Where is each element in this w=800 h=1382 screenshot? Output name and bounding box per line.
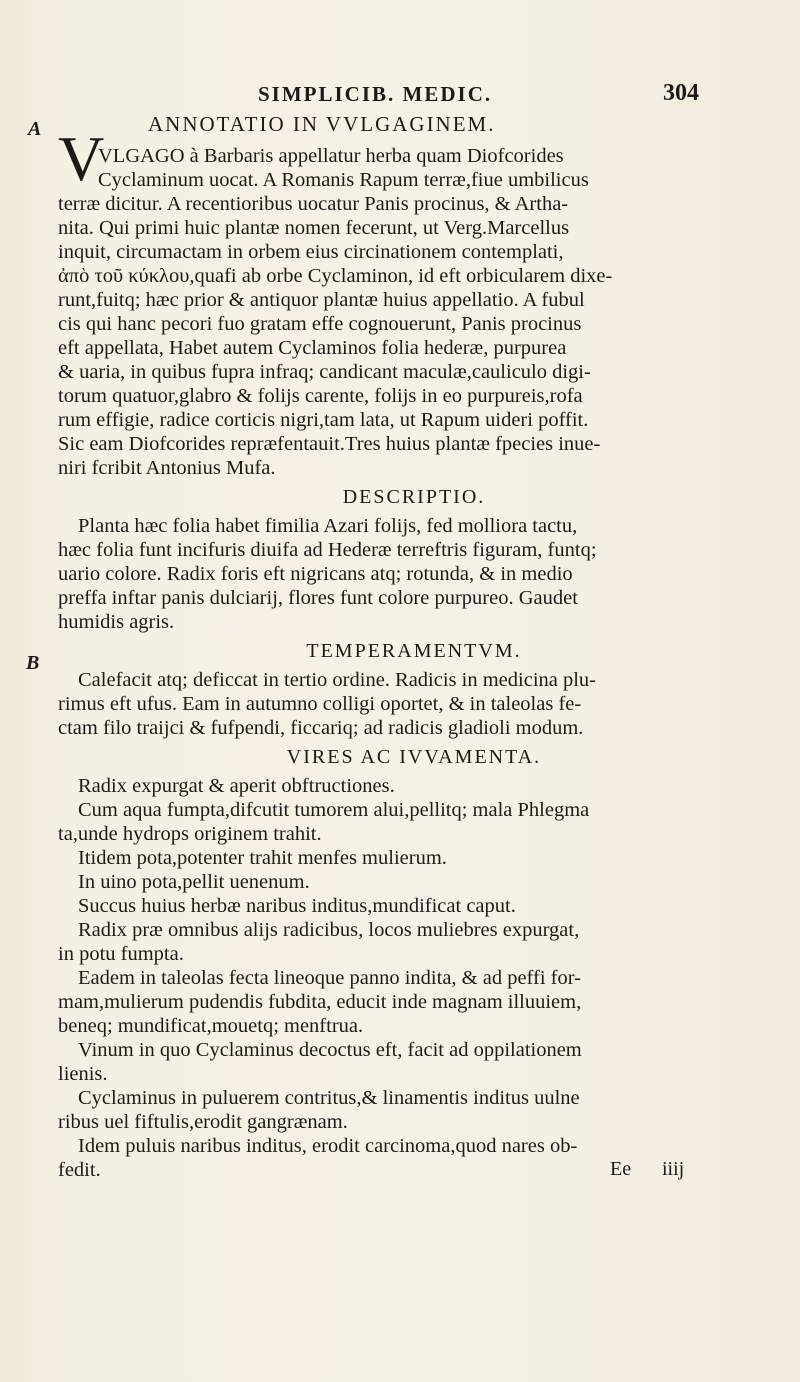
annotatio-line: cis qui hanc pecori fuo gratam effe cognouerunt, Panis procinus (58, 313, 582, 335)
annotatio-line: nita. Qui primi huic plantæ nomen fecerunt, ut Verg.Marcellus (58, 217, 570, 239)
vires-line: Idem puluis naribus inditus, erodit carcinoma,quod nares ob- (78, 1135, 578, 1157)
signature-mark: iiij (662, 1158, 685, 1180)
annotatio-line: & uaria, in quibus fupra infraq; candicant maculæ,cauliculo digi- (58, 361, 591, 383)
annotatio-line: terræ dicitur. A recentioribus uocatur Panis procinus, & Artha- (58, 193, 569, 215)
temperamentum-line: ctam filo traijci & fufpendi, ficcariq; ad radicis gladioli modum. (58, 717, 584, 739)
annotatio-line: ἀπὸ τοῦ κύκλου,quafi ab orbe Cyclaminon, id eft orbicularem dixe- (58, 265, 613, 287)
vires-heading: VIRES AC IVVAMENTA. (286, 746, 542, 768)
catchword: Ee (610, 1158, 632, 1180)
descriptio-heading: DESCRIPTIO. (342, 486, 486, 508)
annotatio-line: rum effigie, radice corticis nigri,tam lata, ut Rapum uideri poffit. (58, 409, 589, 431)
vires-line: Cum aqua fumpta,difcutit tumorem alui,pellitq; mala Phlegma (78, 799, 590, 821)
vires-line: Radix expurgat & aperit obftructiones. (78, 775, 395, 797)
vires-line: mam,mulierum pudendis fubdita, educit inde magnam illuuiem, (58, 991, 582, 1013)
annotatio-line: Sic eam Diofcorides repræfentauit.Tres huius plantæ fpecies inue- (58, 433, 601, 455)
annotatio-line: inquit, circumactam in orbem eius circinationem contemplati, (58, 241, 564, 263)
vires-line: in potu fumpta. (58, 943, 184, 965)
drop-cap: V (58, 123, 105, 194)
descriptio-line: humidis agris. (58, 611, 175, 633)
temperamentum-heading: TEMPERAMENTVM. (306, 640, 522, 662)
margin-letter-b: B (26, 652, 40, 674)
annotatio-line: runt,fuitq; hæc prior & antiquor plantæ huius appellatio. A fubul (58, 289, 585, 311)
temperamentum-line: Calefacit atq; deficcat in tertio ordine. Radicis in medicina plu- (78, 669, 597, 691)
annotatio-line: Cyclaminum uocat. A Romanis Rapum terræ,fiue umbilicus (98, 169, 589, 191)
vires-line: Cyclaminus in puluerem contritus,& linamentis inditus uulne (78, 1087, 580, 1109)
vires-line: ribus uel fiftulis,erodit gangrænam. (58, 1111, 348, 1133)
vires-line: ta,unde hydrops originem trahit. (58, 823, 322, 845)
vires-line: Itidem pota,potenter trahit menfes mulierum. (78, 847, 447, 869)
annotatio-line: VLGAGO à Barbaris appellatur herba quam Diofcorides (98, 145, 564, 167)
vires-line: Radix præ omnibus alijs radicibus, locos muliebres expurgat, (78, 919, 580, 941)
annotatio-heading: ANNOTATIO IN VVLGAGINEM. (148, 112, 496, 136)
vires-line: Eadem in taleolas fecta lineoque panno indita, & ad peffi for- (78, 967, 581, 989)
vires-line: Succus huius herbæ naribus inditus,mundificat caput. (78, 895, 516, 917)
folio-number: 304 (663, 80, 699, 106)
vires-line: beneq; mundificat,mouetq; menftrua. (58, 1015, 364, 1037)
vires-line: fedit. (58, 1159, 101, 1181)
annotatio-line: eft appellata, Habet autem Cyclaminos folia hederæ, purpurea (58, 337, 567, 359)
vires-line: In uino pota,pellit uenenum. (78, 871, 310, 893)
descriptio-line: uario colore. Radix foris eft nigricans atq; rotunda, & in medio (58, 563, 573, 585)
annotatio-line: torum quatuor,glabro & folijs carente, folijs in eo purpureis,rofa (58, 385, 583, 407)
vires-line: Vinum in quo Cyclaminus decoctus eft, facit ad oppilationem (78, 1039, 582, 1061)
descriptio-line: preffa inftar panis dulciarij, flores funt colore purpureo. Gaudet (58, 587, 578, 609)
vires-line: lienis. (58, 1063, 108, 1085)
running-title: SIMPLICIB. MEDIC. (258, 82, 493, 106)
margin-letter-a: A (28, 118, 42, 140)
descriptio-line: hæc folia funt incifuris diuifa ad Hederæ terreftris figuram, funtq; (58, 539, 597, 561)
annotatio-line: niri fcribit Antonius Mufa. (58, 457, 276, 479)
temperamentum-line: rimus eft ufus. Eam in autumno colligi oportet, & in taleolas fe- (58, 693, 582, 715)
descriptio-line: Planta hæc folia habet fimilia Azari folijs, fed molliora tactu, (78, 515, 578, 537)
